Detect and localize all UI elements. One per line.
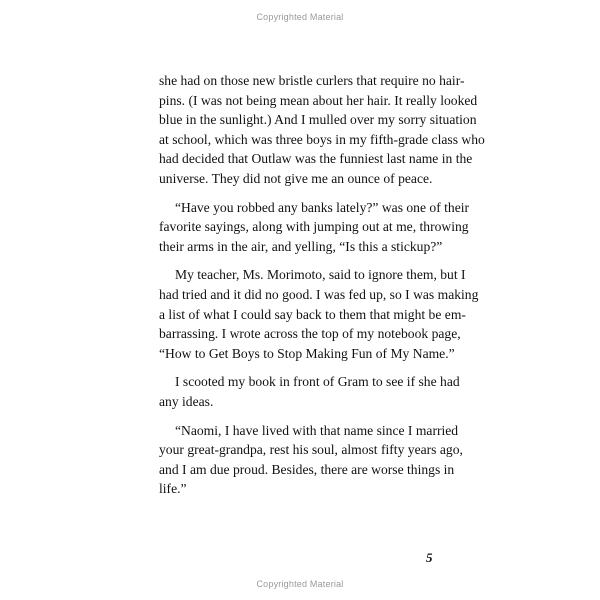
text-line: My teacher, Ms. Morimoto, said to ignore them, but I <box>175 267 466 283</box>
text-line: she had on those new bristle curlers that require no hair- <box>159 73 465 88</box>
text-line: had decided that Outlaw was the funniest last name in the <box>159 151 473 167</box>
text-line: at school, which was three boys in my fifth-grade class who <box>159 131 485 147</box>
text-line: blue in the sunlight.) And I mulled over my sorry situation <box>159 112 477 128</box>
body-text <box>159 71 485 499</box>
text-line: had tried and it did no good. I was fed up, so I was making <box>159 286 479 302</box>
paragraph-gap <box>159 256 439 265</box>
text-line: a list of what I could say back to them that might be em- <box>159 306 466 322</box>
page-number: 5 <box>426 550 433 565</box>
text-line: I scooted my book in front of Gram to see if she had <box>175 374 460 390</box>
paragraph-gap <box>159 363 439 372</box>
text-line: your great-grandpa, rest his soul, almost fifty years ago, <box>159 442 463 458</box>
text-line: “How to Get Boys to Stop Making Fun of My Name.” <box>159 345 455 361</box>
paragraph-gap <box>159 412 439 421</box>
text-line: any ideas. <box>159 393 214 409</box>
text-line: life.” <box>159 481 187 497</box>
text-line: their arms in the air, and yelling, “Is this a stickup?” <box>159 238 443 254</box>
text-line: favorite sayings, along with jumping out at me, throwing <box>159 219 469 235</box>
text-line: “Naomi, I have lived with that name since I married <box>175 422 459 438</box>
text-line: “Have you robbed any banks lately?” was one of their <box>175 199 470 215</box>
paragraph-gap <box>159 189 439 198</box>
text-line: universe. They did not give me an ounce of peace. <box>159 170 433 186</box>
copyright-watermark-top: Copyrighted Material <box>256 12 344 22</box>
text-line: and I am due proud. Besides, there are worse things in <box>159 461 455 477</box>
copyright-watermark-bottom: Copyrighted Material <box>256 579 344 589</box>
text-line: pins. (I was not being mean about her hair. It really looked <box>159 92 478 108</box>
text-line: barrassing. I wrote across the top of my notebook page, <box>159 326 461 342</box>
